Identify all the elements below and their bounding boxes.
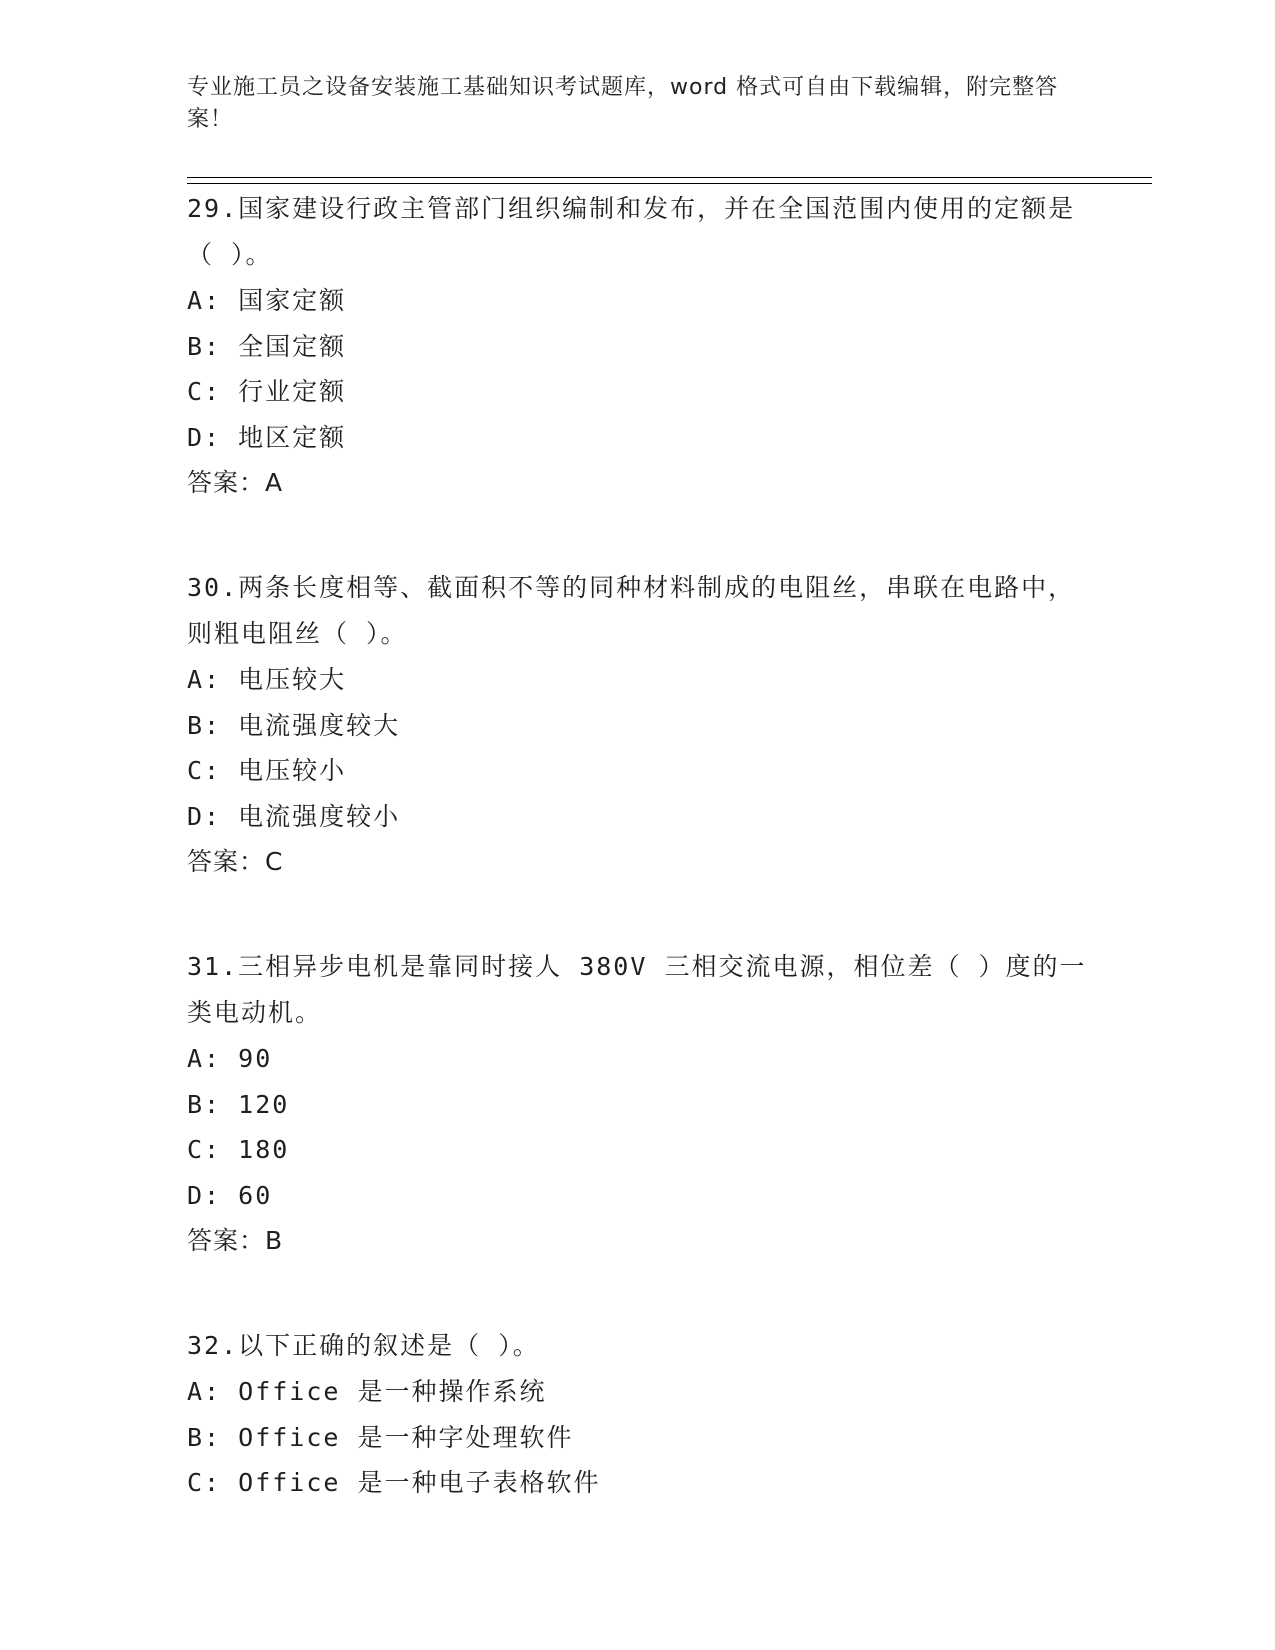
option-b: B: 电流强度较大 <box>187 710 401 740</box>
answer-line: 答案：B <box>187 1226 284 1255</box>
question-list <box>187 186 1087 1506</box>
option-b: B: 全国定额 <box>187 331 347 361</box>
question-30 <box>187 565 1087 884</box>
question-stem: 30.两条长度相等、截面积不等的同种材料制成的电阻丝，串联在电路中，则粗电阻丝（ ）。 <box>187 573 1076 648</box>
option-c: C: 电压较小 <box>187 756 347 785</box>
document-header: 专业施工员之设备安装施工基础知识考试题库，word 格式可自由下载编辑，附完整答案！ <box>187 75 1059 132</box>
option-d: D: 电流强度较小 <box>187 801 401 831</box>
option-a: A: 90 <box>187 1044 273 1073</box>
question-32 <box>187 1323 1087 1506</box>
option-a: A: 国家定额 <box>187 286 347 315</box>
question-stem: 32.以下正确的叙述是（ ）。 <box>187 1331 540 1360</box>
header-divider-bottom <box>187 183 1152 184</box>
answer-line: 答案：A <box>187 468 284 497</box>
option-d: D: 地区定额 <box>187 422 347 452</box>
option-b: B: Office 是一种字处理软件 <box>187 1422 574 1452</box>
question-29 <box>187 186 1087 505</box>
question-stem: 29.国家建设行政主管部门组织编制和发布，并在全国范围内使用的定额是（ ）。 <box>187 194 1076 269</box>
option-a: A: 电压较大 <box>187 665 347 694</box>
header-divider-top <box>187 177 1152 178</box>
option-b: B: 120 <box>187 1089 290 1119</box>
option-a: A: Office 是一种操作系统 <box>187 1377 547 1406</box>
answer-line: 答案：C <box>187 847 284 876</box>
option-c: C: Office 是一种电子表格软件 <box>187 1468 601 1497</box>
option-d: D: 60 <box>187 1180 273 1210</box>
option-c: C: 180 <box>187 1135 290 1164</box>
question-31 <box>187 944 1087 1263</box>
option-c: C: 行业定额 <box>187 377 347 406</box>
question-stem: 31.三相异步电机是靠同时接人 380V 三相交流电源，相位差（ ）度的一类电动机。 <box>187 952 1087 1027</box>
